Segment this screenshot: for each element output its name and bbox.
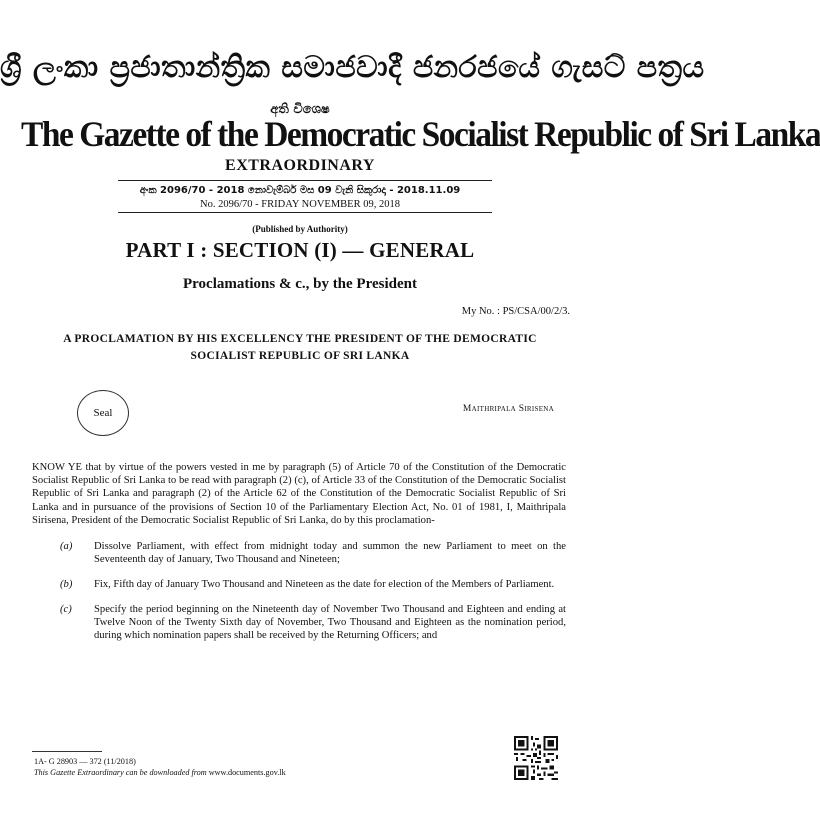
proclamation-body: KNOW YE that by virtue of the powers vested in me by paragraph (5) of Article 70 of the Constitution of the Democratic Socialist Republic of Sri Lanka to be read with paragraph (2) (c), of Article 33 of the Constitution of the Democratic Socialist Republic of Sri Lanka and paragraph (2) of the Article 62 of the Constitution of the Democratic Socialist Republic of Sri Lanka and in pursuance of the provisions of Section 10 of the Parliamentary Election Act, No. 01 of 1981, I, Maithripala Sirisena, President of the Democratic Socialist Republic of Sri Lanka, do by this proclamation- [32, 462, 566, 526]
footer-code: 1A- G 28903 — 372 (11/2018) [34, 757, 136, 766]
clause-a [32, 540, 566, 566]
issue-line-sinhala: අංක 2096/70 - 2018 නොවැම්බර් මස 09 වැනි සිකුරාදා - 2018.11.09 [139, 185, 461, 196]
download-note-text: This Gazette Extraordinary can be downloaded from [34, 768, 207, 777]
seal-label: Seal [93, 407, 113, 419]
clause-text: Specify the period beginning on the Nineteenth day of November Two Thousand and Eighteen and ending at Twelve Noon of the Twenty Sixth day of November, Two Thousand and Eighteen as the nomination period, during which nomination papers shall be received by the Returning Officers; and [94, 604, 566, 642]
header-divider-top [118, 180, 492, 181]
issue-line-english: No. 2096/70 - FRIDAY NOVEMBER 09, 2018 [200, 199, 400, 210]
reference-number: My No. : PS/CSA/00/2/3. [461, 306, 570, 317]
extraordinary-label: EXTRAORDINARY [225, 157, 375, 174]
clause-b [32, 578, 566, 591]
clause-label: (c) [60, 604, 72, 615]
seal [77, 390, 129, 436]
clause-text: Dissolve Parliament, with effect from midnight today and summon the new Parliament to meet on the Seventeenth day of January, Two Thousand and Nineteen; [94, 541, 566, 566]
proclamation-title: A PROCLAMATION BY HIS EXCELLENCY THE PRESIDENT OF THE DEMOCRATIC SOCIALIST REPUBLIC OF SRI LANKA [63, 333, 537, 362]
footer-divider [32, 751, 102, 752]
download-url[interactable]: www.documents.gov.lk [208, 768, 286, 777]
part-heading: PART I : SECTION (I) — GENERAL [125, 238, 475, 262]
header-divider-bottom [118, 212, 492, 213]
gazette-title: The Gazette of the Democratic Socialist Republic of Sri Lanka [21, 114, 820, 154]
clause-label: (a) [60, 541, 73, 552]
sinhala-masthead-subtitle: අති විශෙෂ [270, 102, 330, 117]
footer-download-note [34, 768, 286, 777]
qr-code-icon [514, 736, 558, 780]
clause-text: Fix, Fifth day of January Two Thousand and Nineteen as the date for election of the Members of Parliament. [94, 579, 555, 590]
signatory-name: Maithripala Sirisena [462, 404, 554, 414]
published-by-authority: (Published by Authority) [252, 224, 348, 234]
clause-c [32, 603, 566, 643]
section-heading: Proclamations & c., by the President [182, 276, 417, 292]
clause-label: (b) [60, 579, 73, 590]
sinhala-masthead-title: ශ්‍රී ලංකා ප්‍රජාතාන්ත්‍රික සමාජවාදී ජනරජයේ ගැසට් පත්‍රය [0, 50, 705, 85]
